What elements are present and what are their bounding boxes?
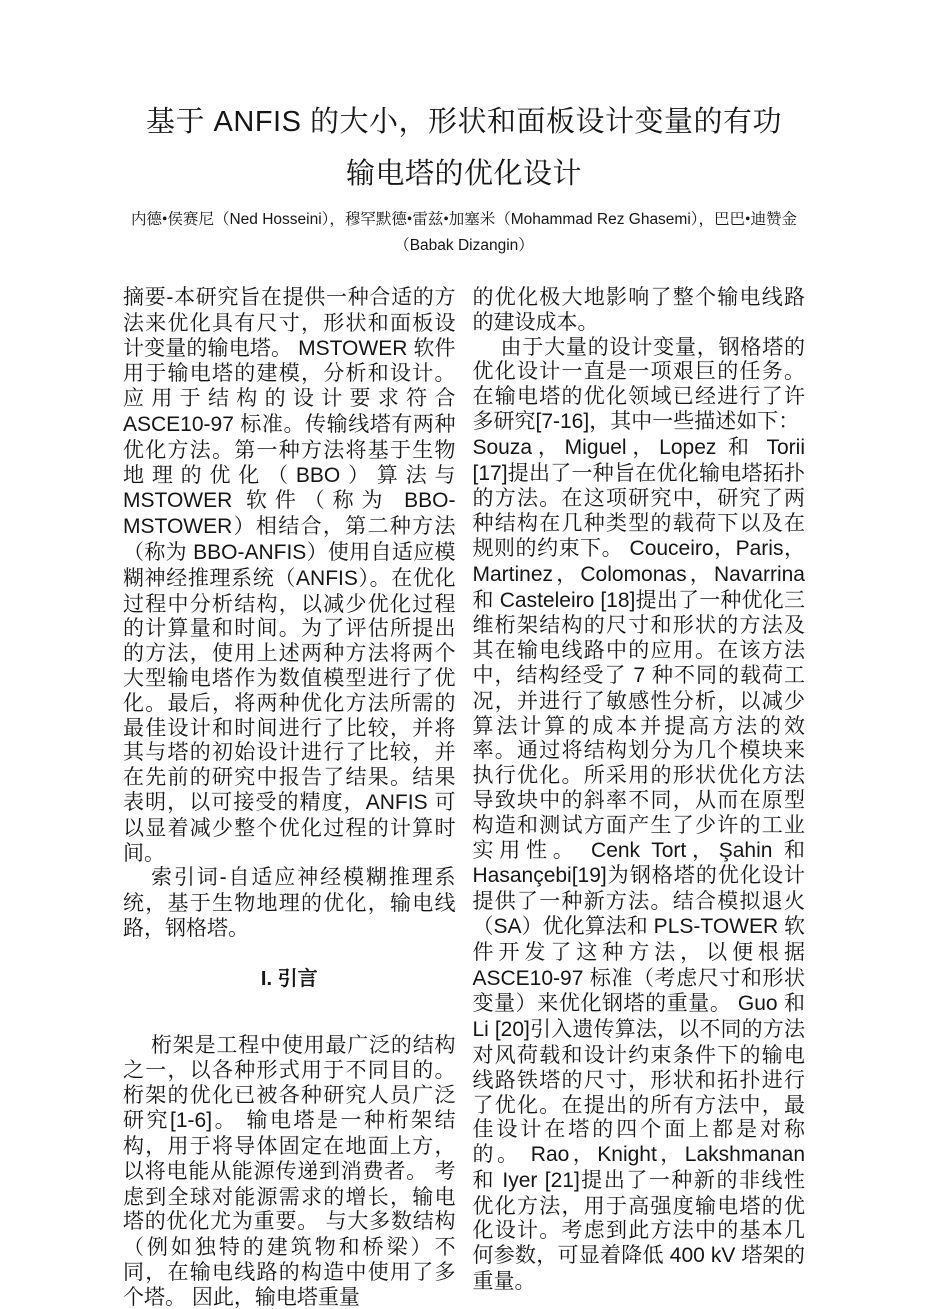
paper-title xyxy=(123,96,805,200)
design-variables-paragraph: 由于大量的设计变量，钢格塔的优化设计一直是一项艰巨的任务。在输电塔的优化领域已经进行了许多研究[7-16]，其中一些描述如下： xyxy=(472,334,805,433)
continuation-paragraph: 的优化极大地影响了整个输电线路的建设成本。 xyxy=(472,285,805,334)
literature-review-paragraph: Souza，Miguel，Lopez 和 Torii [17]提出了一种旨在优化输电塔拓扑的方法。在这项研究中，研究了两种结构在几种类型的载荷下以及在规则的约束下。 Couceiro，Paris，Martinez，Colomonas，Navarrina 和 Casteleiro [18]提出了一种优化三维桁架结构的尺寸和形状的方法及其在输电线路中的应用。在该方法中，结构经受了 7 种不同的载荷工况，并进行了敏感性分析，以减少算法计算的成本并提高方法的效率。通过将结构划分为几个模块来执行优化。所采用的形状优化方法导致块中的斜率不同，从而在原型构造和测试方面产生了少许的工业实用性。 Cenk Tort，Şahin 和 Hasançebi[19]为钢格塔的优化设计提供了一种新方法。结合模拟退火（SA）优化算法和 PLS-TOWER 软件开发了这种方法，以便根据 ASCE10-97 标准（考虑尺寸和形状变量）来优化钢塔的重量。 Guo 和 Li [20]引入遗传算法，以不同的方法对风荷载和设计约束条件下的输电线路铁塔的尺寸，形状和拓扑进行了优化。在提出的所有方法中，最佳设计在塔的四个面上都是对称的。 Rao，Knight，Lakshmanan 和 Iyer [21]提出了一种新的非线性优化方法，用于高强度输电塔的优化设计。考虑到此方法中的基本几何参数，可显着降低 400 kV 塔架的重量。 xyxy=(472,434,806,1294)
authors-line: 内德•侯赛尼（Ned Hosseini），穆罕默德•雷兹•加塞米（Mohammad Rez Ghasemi），巴巴•迪赞金（Babak Dizangin） xyxy=(131,211,797,254)
introduction-paragraph: 桁架是工程中使用最广泛的结构之一，以各种形式用于不同目的。 桁架的优化已被各种研究人员广泛研究[1-6]。 输电塔是一种桁架结构，用于将导体固定在地面上方，以将电能从能源传递到消费者。 考虑到全球对能源需求的增长，输电塔的优化尤为重要。 与大多数结构（例如独特的建筑物和桥梁）不同，在输电线路的构造中使用了多个塔。 因此，输电塔重量 xyxy=(123,1032,456,1309)
introduction-heading: I. 引言 xyxy=(260,967,318,990)
body-columns xyxy=(123,285,805,1309)
column-left xyxy=(123,285,456,1309)
index-terms-paragraph: 索引词-自适应神经模糊推理系统，基于生物地理的优化，输电线路，钢格塔。 xyxy=(123,865,456,940)
paper-title-line2: 输电塔的优化设计 xyxy=(345,158,582,190)
column-right xyxy=(473,285,806,1309)
abstract-paragraph: 摘要-本研究旨在提供一种合适的方法来优化具有尺寸，形状和面板设计变量的输电塔。 MSTOWER 软件用于输电塔的建模，分析和设计。应用于结构的设计要求符合 ASCE10-97 标准。传输线塔有两种优化方法。第一种方法将基于生物地理的优化（BBO）算法与 MSTOWER 软件（称为 BBO-MSTOWER）相结合，第二种方法（称为 BBO-ANFIS）使用自适应模糊神经推理系统（ANFIS）。在优化过程中分析结构，以减少优化过程的计算量和时间。为了评估所提出的方法，使用上述两种方法将两个大型输电塔作为数值模型进行了优化。最后，将两种优化方法所需的最佳设计和时间进行了比较，并将其与塔的初始设计进行了比较，并在先前的研究中报告了结果。结果表明，以可接受的精度，ANFIS 可以显着减少整个优化过程的计算时间。 xyxy=(123,285,456,865)
paper-title-line1: 基于 ANFIS 的大小，形状和面板设计变量的有功 xyxy=(145,106,783,138)
